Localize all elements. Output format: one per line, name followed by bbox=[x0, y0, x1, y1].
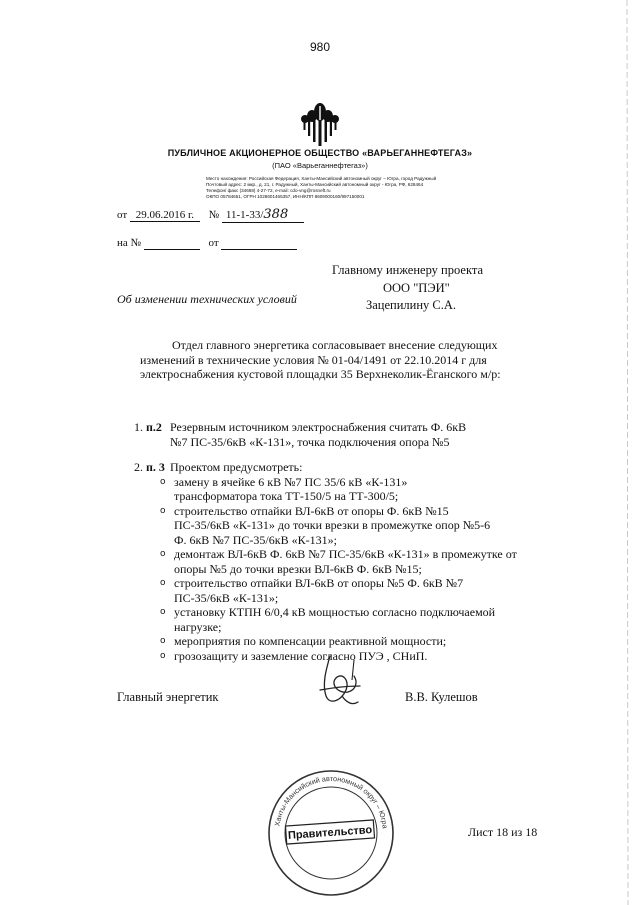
bullet-icon: o bbox=[160, 505, 166, 516]
reply-line bbox=[117, 237, 297, 250]
address-line: Место нахождения: Российская Федерация, Ханты-Мансийский автономный округ – Югра, город Радужный bbox=[206, 176, 437, 181]
stamp-center-text: Правительство bbox=[287, 824, 373, 842]
bullet-text: замену в ячейке 6 кВ №7 ПС 35/6 кВ «К-131» трансформатора тока ТТ-150/5 на ТТ-300/5; bbox=[174, 474, 408, 503]
addressee-block bbox=[332, 262, 592, 315]
letter-number bbox=[222, 207, 304, 223]
bullet-item bbox=[160, 504, 554, 548]
page-number: 980 bbox=[309, 40, 331, 54]
company-address-block bbox=[206, 176, 476, 200]
bullet-icon: o bbox=[160, 476, 166, 487]
handwritten-signature bbox=[312, 650, 372, 712]
address-line: ОКПО 05784651, ОГРН 1028601465357, ИНН/КПП 8609000160/997150001 bbox=[206, 194, 365, 199]
signer-position: Главный энергетик bbox=[117, 690, 219, 704]
bullet-icon: o bbox=[160, 636, 166, 646]
list-item bbox=[134, 460, 554, 663]
bullet-item bbox=[160, 547, 554, 576]
bullet-text: мероприятия по компенсации реактивной мощности; bbox=[174, 634, 447, 648]
letter-date: 29.06.2016 г. bbox=[130, 209, 200, 222]
letter-number-handwritten: 388 bbox=[263, 207, 289, 222]
item-text: Резервным источником электроснабжения считать Ф. 6кВ №7 ПС-35/6кВ «К-131», точка подключения опора №5 bbox=[170, 420, 467, 449]
item-intro: Проектом предусмотреть: bbox=[170, 460, 303, 474]
sheet-counter: Лист 18 из 18 bbox=[468, 825, 538, 839]
bullet-text: грозозащиту и заземление согласно ПУЭ , СНиП. bbox=[174, 648, 428, 663]
item-number bbox=[134, 460, 166, 475]
list-item bbox=[134, 420, 554, 449]
bullet-item bbox=[160, 605, 554, 634]
reply-number-blank bbox=[144, 237, 200, 250]
item-number bbox=[134, 420, 166, 449]
bullet-text: строительство отпайки ВЛ-6кВ от опоры Ф. 6кВ №15 ПС-35/6кВ «К-131» до точки врезки в промежутке опор №5-6 Ф. 6кВ №7 ПС-35/6кВ «К-131»; bbox=[174, 503, 491, 547]
signer-name: В.В. Кулешов bbox=[405, 690, 478, 704]
company-name: ПУБЛИЧНОЕ АКЦИОНЕРНОЕ ОБЩЕСТВО «ВАРЬЕГАННЕФТЕГАЗ» bbox=[167, 148, 473, 158]
address-line: Почтовый адрес: 2 мкр., д. 21, г. Радужный, Ханты-Мансийский автономный округ - Югра, РФ, 628464 bbox=[206, 182, 424, 187]
item-clause: п.2 bbox=[146, 420, 162, 434]
letter-number-printed: 11-1-33/ bbox=[225, 209, 264, 221]
reference-line bbox=[117, 207, 304, 223]
addressee-position: Главному инженеру проекта bbox=[332, 263, 484, 277]
company-logo-icon bbox=[300, 100, 340, 148]
address-line: Телефон/ факс (34668) 4-27-72, e-mail: cdo-vng@rosneft.ru bbox=[206, 188, 331, 193]
bullet-icon: o bbox=[160, 607, 166, 617]
bullet-icon: o bbox=[160, 578, 166, 588]
item-clause: п. 3 bbox=[146, 460, 165, 474]
item-index: 2. bbox=[134, 460, 143, 474]
stamp-ring-text: Ханты-Мансийский автономный округ – Югра bbox=[272, 773, 390, 830]
bullet-icon: o bbox=[160, 650, 166, 661]
subject-line: Об изменении технических условий bbox=[117, 292, 297, 306]
bullet-icon: o bbox=[160, 549, 166, 559]
official-stamp bbox=[262, 768, 400, 898]
intro-paragraph bbox=[140, 338, 540, 382]
number-label: № bbox=[208, 209, 220, 221]
reply-number-label: на № bbox=[117, 237, 142, 249]
bullet-text: строительство отпайки ВЛ-6кВ от опоры №5 Ф. 6кВ №7 ПС-35/6кВ «К-131»; bbox=[174, 576, 464, 605]
item-index: 1. bbox=[134, 420, 143, 434]
reply-date-blank bbox=[221, 237, 297, 250]
bullet-text: установку КТПН 6/0,4 кВ мощностью согласно подключаемой нагрузке; bbox=[174, 605, 496, 634]
bullet-item bbox=[160, 475, 554, 504]
bullet-text: демонтаж ВЛ-6кВ Ф. 6кВ №7 ПС-35/6кВ «К-131» в промежутке от опоры №5 до точки врезки ВЛ-6кВ Ф. 6кВ №15; bbox=[174, 547, 517, 576]
reply-from-label: от bbox=[208, 237, 219, 249]
scan-edge-line bbox=[626, 0, 630, 905]
bullet-item bbox=[160, 576, 554, 605]
intro-text: Отдел главного энергетика согласовывает внесение следующих изменений в технические условия № 01-04/1491 от 22.10.2014 г для электроснабжения кустовой площадки 35 Верхнеколик-Ёганского м/р: bbox=[140, 338, 501, 381]
from-label: от bbox=[117, 209, 128, 221]
company-short-name: (ПАО «Варьеганнефтегаз») bbox=[272, 161, 368, 170]
addressee-name: Зацепилину С.А. bbox=[366, 298, 457, 312]
addressee-organization: ООО "ПЭИ" bbox=[383, 280, 450, 295]
bullet-item bbox=[160, 634, 554, 649]
